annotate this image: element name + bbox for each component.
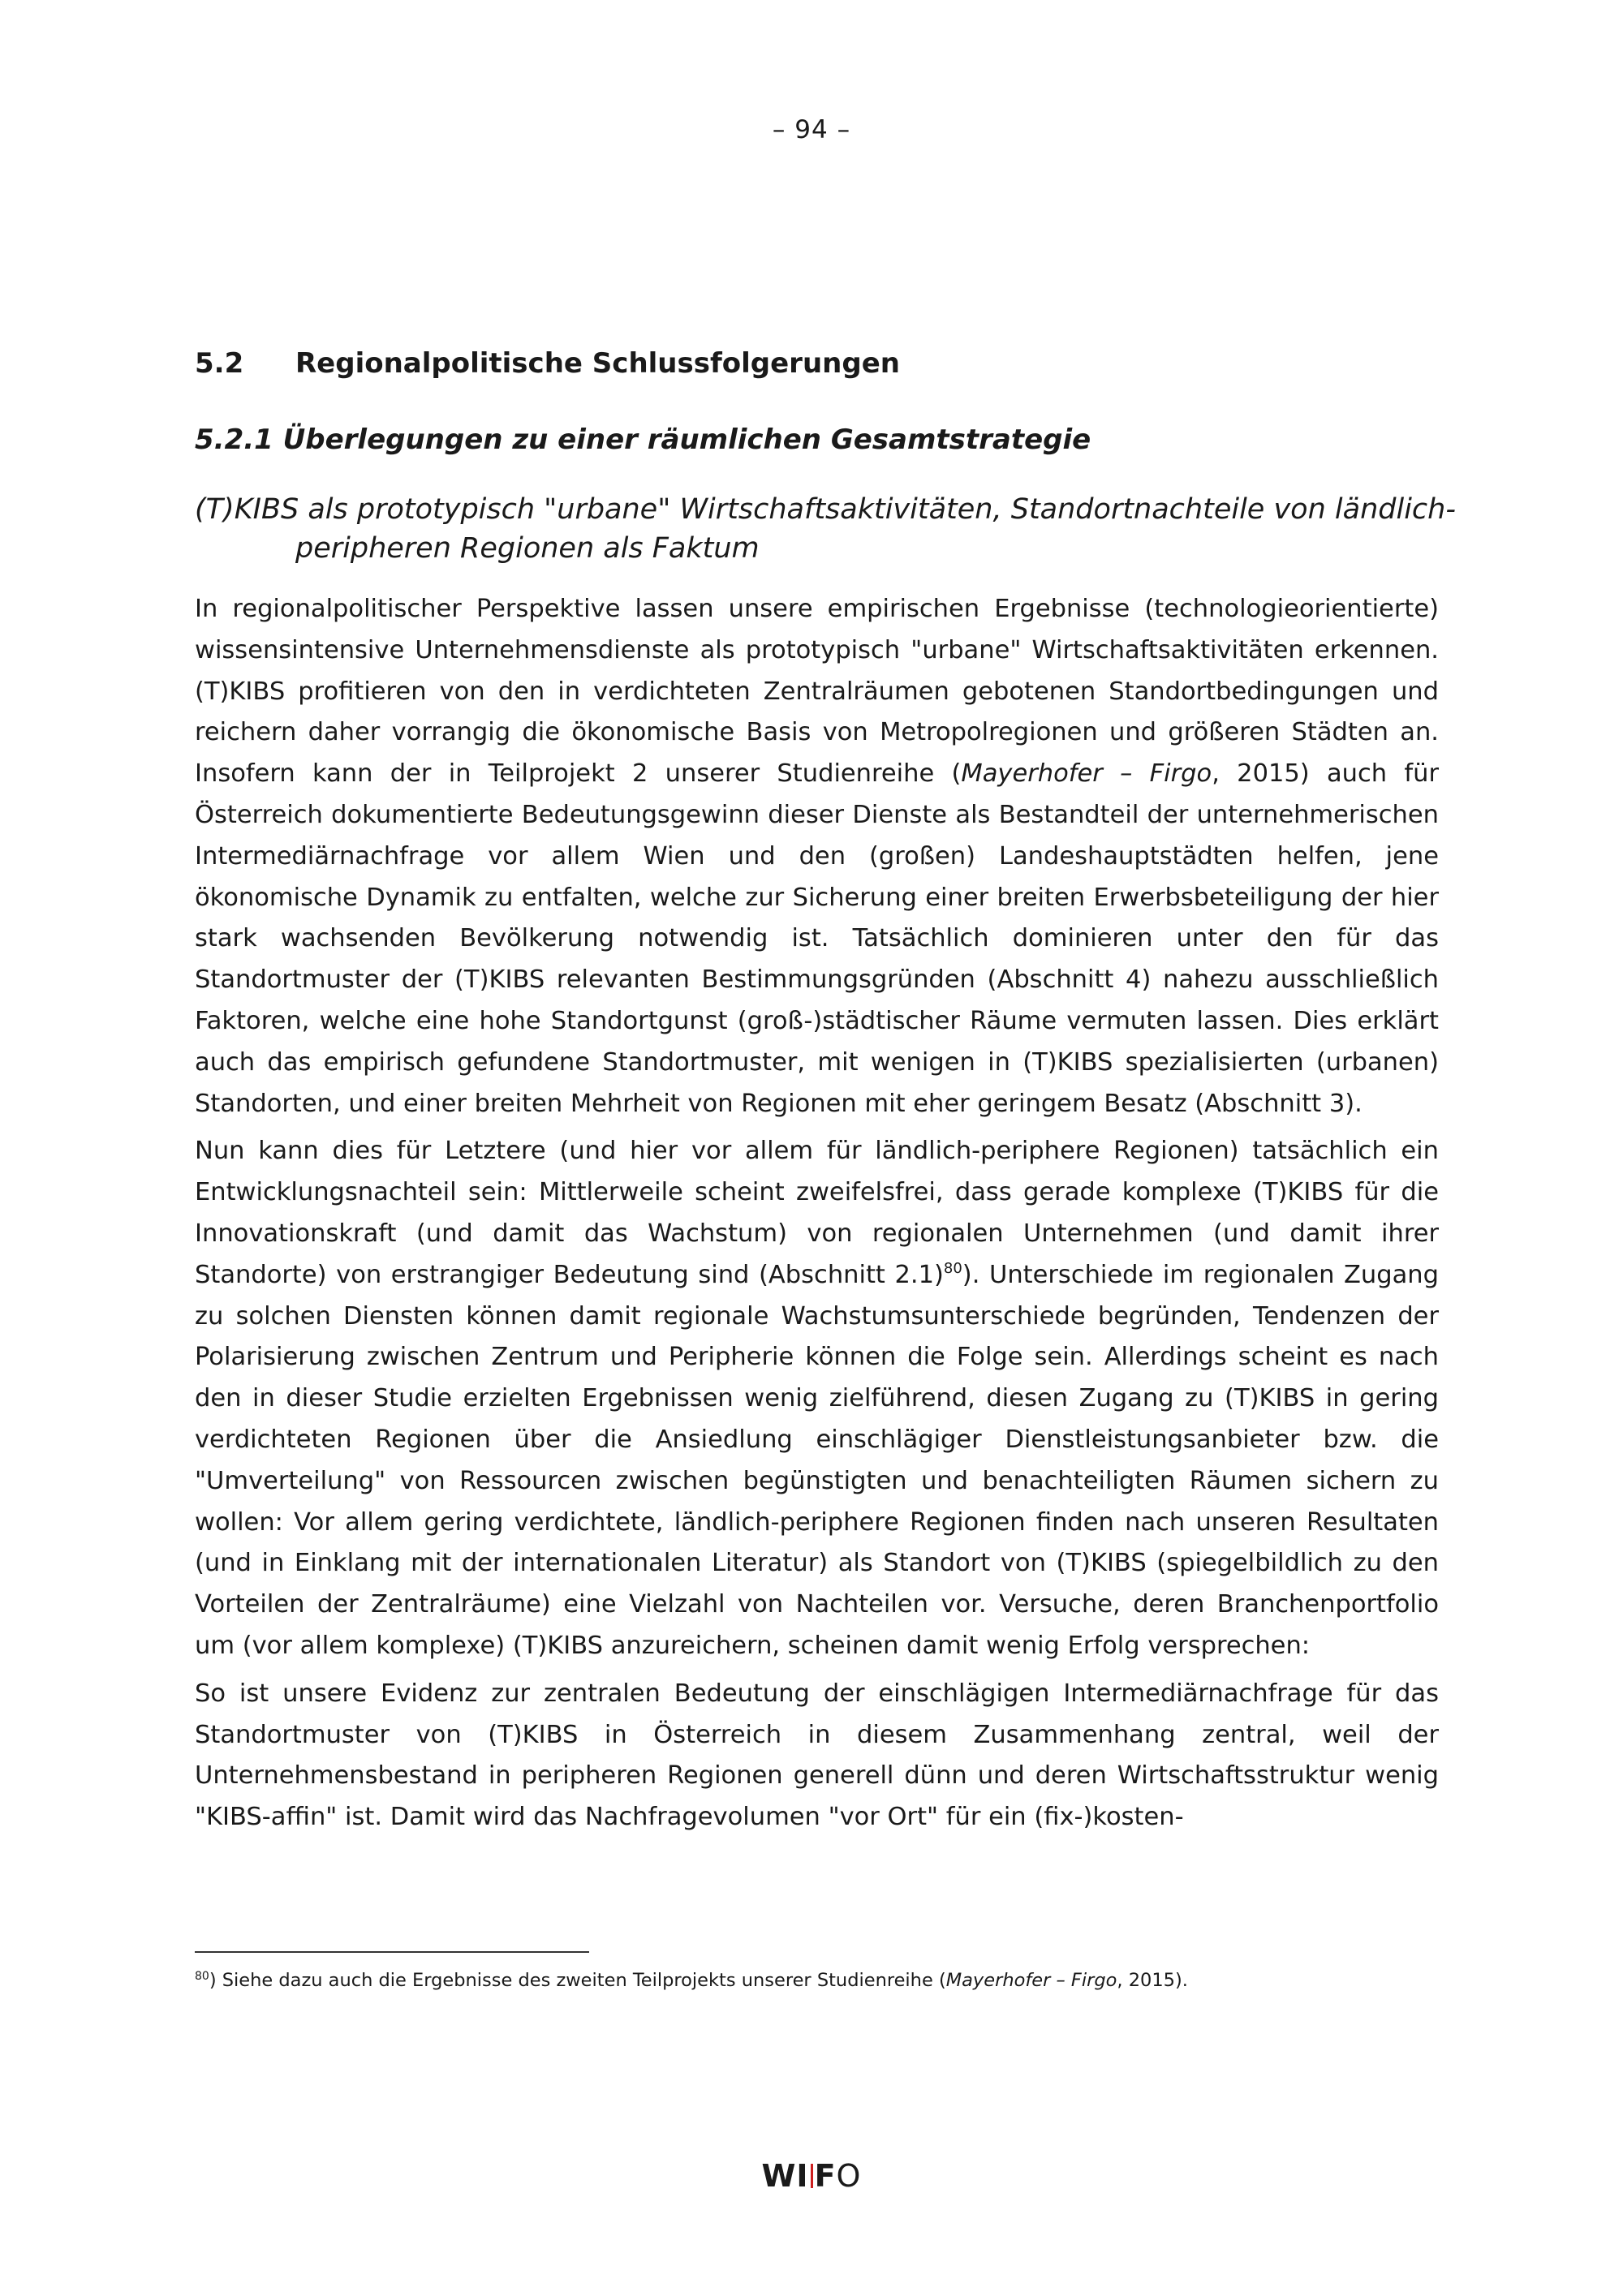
- paragraph-2: [195, 1131, 1439, 1666]
- subsection-heading: 5.2.1 Überlegungen zu einer räumlichen Gesamtstrategie: [195, 424, 1091, 456]
- main-content: [195, 341, 1456, 1845]
- wifo-logo: [0, 2158, 1623, 2194]
- paragraph-3: So ist unsere Evidenz zur zentralen Bedeutung der einschlägigen Intermediärnachfrage für das Standortmuster von (T)KIBS in Österreich in diesem Zusammenhang zentral, weil der Unternehmensbestand in peripheren Regionen generell dünn und deren Wirtschaftsstruktur wenig "KIBS-affin" ist. Damit wird das Nachfragevolumen "vor Ort" für ein (fix-)kosten-: [195, 1679, 1439, 1832]
- paragraph-2-text-a: Nun kann dies für Letztere (und hier vor allem für ländlich-periphere Regionen) tatsächlich ein Entwicklungsnachteil sein: Mittlerweile scheint zweifelsfrei, dass gerade komplexe (T)KIBS für die Innovationskraft (und damit das Wachstum) von regionalen Unternehmen (und damit ihrer Standorte) von erstrangiger Bedeutung sind (Abschnitt 2.1): [195, 1137, 1439, 1289]
- logo-part-wi: WI: [761, 2158, 809, 2194]
- footnote: [195, 1966, 1439, 1995]
- paragraph-1-text-b: , 2015) auch für Österreich dokumentierte Bedeutungsgewinn dieser Dienste als Bestandteil der unternehmerischen Intermediärnachfrage vor allem Wien und den (großen) Landeshauptstädten helfen, jene ökonomische Dynamik zu entfalten, welche zur Sicherung einer breiten Erwerbsbeteiligung der hier stark wachsenden Bevölkerung notwendig ist. Tatsächlich dominieren unter den für das Standortmuster der (T)KIBS relevanten Bestimmungsgründen (Abschnitt 4) nahezu ausschließlich Faktoren, welche eine hohe Standortgunst (groß-)städtischer Räume vermuten lassen. Dies erklärt auch das empirisch gefundene Standortmuster, mit wenigen in (T)KIBS spezialisierten (urbanen) Standorten, und einer breiten Mehrheit von Regionen mit eher geringem Besatz (Abschnitt 3).: [195, 759, 1439, 1118]
- footnote-marker: 80: [195, 1970, 209, 1983]
- paragraph-2-text-b: ). Unterschiede im regionalen Zugang zu solchen Diensten können damit regionale Wachstumsunterschiede begründen, Tendenzen der Polarisierung zwischen Zentrum und Peripherie können die Folge sein. Allerdings scheint es nach den in dieser Studie erzielten Ergebnissen wenig zielführend, diesen Zugang zu (T)KIBS in gering verdichteten Regionen über die Ansiedlung einschlägiger Dienstleistungsanbieter bzw. die "Umverteilung" von Ressourcen zwischen begünstigten und benachteiligten Räumen sichern zu wollen: Vor allem gering verdichtete, ländlich-periphere Regionen finden nach unseren Resultaten (und in Einklang mit der internationalen Literatur) als Standort von (T)KIBS (spiegelbildlich zu den Vorteilen der Zentralräume) eine Vielzahl von Nachteilen vor. Versuche, deren Branchenportfolio um (vor allem komplexe) (T)KIBS anzureichern, scheinen damit wenig Erfolg versprechen:: [195, 1260, 1439, 1660]
- paragraph-1-text-a: In regionalpolitischer Perspektive lassen unsere empirischen Ergebnisse (technologieorientierte) wissensintensive Unternehmensdienste als prototypisch "urbane" Wirtschaftsaktivitäten erkennen. (T)KIBS profitieren von den in verdichteten Zentralräumen gebotenen Standortbedingungen und reichern daher vorrangig die ökonomische Basis von Metropolregionen und größeren Städten an. Insofern kann der in Teilprojekt 2 unserer Studienreihe (: [195, 595, 1439, 789]
- page-number: – 94 –: [772, 115, 851, 144]
- section-number: 5.2: [195, 347, 244, 380]
- logo-part-o: O: [836, 2158, 862, 2194]
- footnote-citation: Mayerhofer – Firgo: [945, 1970, 1117, 1991]
- section-heading: [195, 341, 1439, 386]
- citation: Mayerhofer – Firgo: [961, 759, 1212, 789]
- logo-accent-bar: [811, 2164, 813, 2188]
- section-title: Regionalpolitische Schlussfolgerungen: [295, 347, 900, 380]
- subheading: (T)KIBS als prototypisch "urbane" Wirtschaftsaktivitäten, Standortnachteile von ländlich-peripheren Regionen als Faktum: [195, 493, 1456, 565]
- paragraph-1: [195, 589, 1439, 1124]
- footnote-ref[interactable]: 80: [943, 1259, 962, 1277]
- footnote-text-b: , 2015).: [1117, 1970, 1188, 1991]
- footnote-divider: [195, 1951, 589, 1953]
- logo-part-f: F: [814, 2158, 837, 2194]
- footnote-text-a: ) Siehe dazu auch die Ergebnisse des zweiten Teilprojekts unserer Studienreihe (: [209, 1970, 946, 1991]
